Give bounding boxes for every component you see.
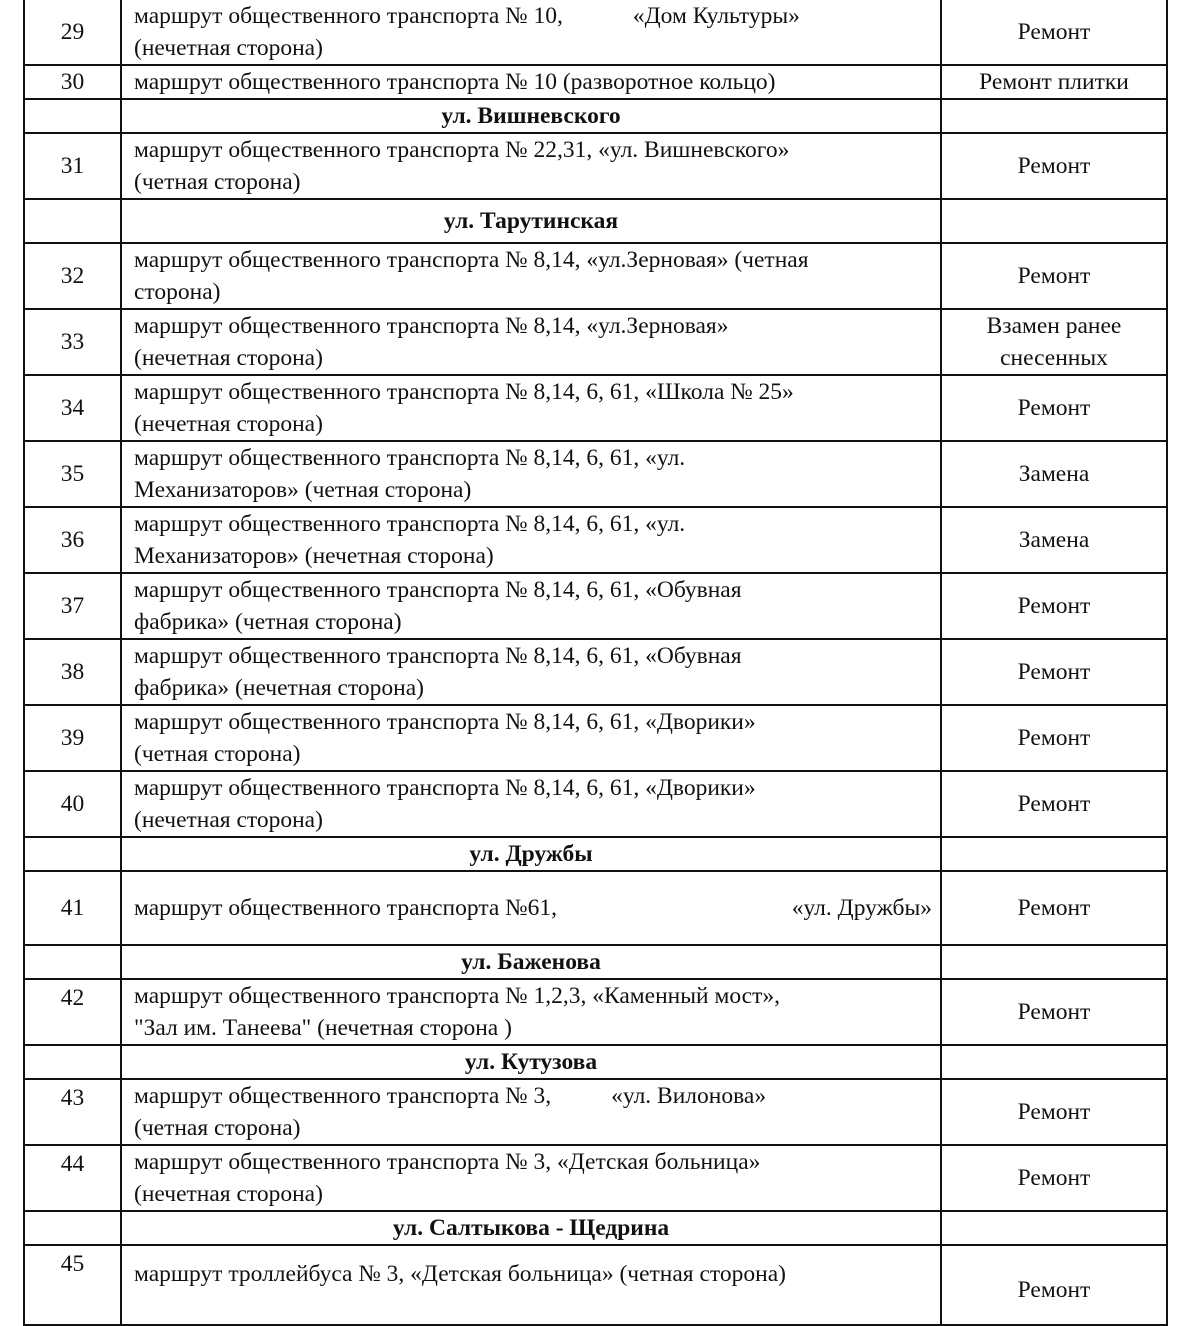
description-line-2: (нечетная сторона) (134, 411, 323, 437)
description-line-1: маршрут общественного транспорта № 8,14, 6, 61, «Дворики» (134, 709, 756, 735)
table-row (24, 979, 1167, 1045)
street-name: ул. Вишневского (121, 99, 941, 133)
route-description (121, 65, 941, 99)
route-numbers: маршрут общественного транспорта №61, (134, 895, 557, 921)
description-line-1 (134, 0, 932, 32)
description-line-1: маршрут общественного транспорта № 8,14, 6, 61, «Обувная (134, 643, 742, 669)
empty-cell (24, 199, 121, 243)
empty-cell (941, 945, 1167, 979)
description-line-2: (четная сторона) (134, 1115, 301, 1141)
route-description (121, 639, 941, 705)
description-line-1: маршрут общественного транспорта № 22,31, «ул. Вишневского» (134, 137, 790, 163)
work-type: Ремонт (941, 871, 1167, 945)
description-line-2: (нечетная сторона) (134, 35, 323, 61)
stop-name: «ул. Вилонова» (611, 1083, 767, 1109)
empty-cell (24, 99, 121, 133)
work-type: Взамен ранее снесенных (941, 309, 1167, 375)
stop-name: «ул. Дружбы» (791, 895, 932, 921)
table-row (24, 573, 1167, 639)
work-type: Ремонт плитки (941, 65, 1167, 99)
row-number: 33 (24, 309, 121, 375)
work-type: Ремонт (941, 1079, 1167, 1145)
table-row (24, 441, 1167, 507)
street-section-row (24, 1045, 1167, 1079)
row-number: 31 (24, 133, 121, 199)
row-number: 35 (24, 441, 121, 507)
street-name: ул. Дружбы (121, 837, 941, 871)
work-type: Ремонт (941, 771, 1167, 837)
description-line-1: маршрут общественного транспорта № 8,14, 6, 61, «ул. (134, 511, 686, 537)
table-row (24, 1245, 1167, 1325)
description-line-1: маршрут общественного транспорта № 8,14, 6, 61, «Дворики» (134, 775, 756, 801)
empty-cell (941, 99, 1167, 133)
row-number: 37 (24, 573, 121, 639)
route-description (121, 133, 941, 199)
route-description (121, 375, 941, 441)
row-number: 40 (24, 771, 121, 837)
work-type: Ремонт (941, 133, 1167, 199)
route-description (121, 871, 941, 945)
description-line-1: маршрут общественного транспорта № 3, «Детская больница» (134, 1149, 761, 1175)
empty-cell (24, 837, 121, 871)
route-description (121, 309, 941, 375)
empty-cell (941, 199, 1167, 243)
route-description (121, 573, 941, 639)
description-line-2: (нечетная сторона) (134, 1181, 323, 1207)
description-line-1: маршрут общественного транспорта № 10 (разворотное кольцо) (134, 69, 776, 95)
description-line-2: (нечетная сторона) (134, 807, 323, 833)
description-line-2: (нечетная сторона) (134, 345, 323, 371)
route-description (121, 243, 941, 309)
row-number: 38 (24, 639, 121, 705)
table-row (24, 507, 1167, 573)
empty-cell (24, 1211, 121, 1245)
street-section-row (24, 1211, 1167, 1245)
empty-cell (941, 837, 1167, 871)
row-number: 39 (24, 705, 121, 771)
description-line-1: маршрут общественного транспорта № 1,2,3, «Каменный мост», (134, 983, 780, 1009)
description-line-1 (134, 1080, 932, 1112)
work-type: Ремонт (941, 1245, 1167, 1325)
row-number: 36 (24, 507, 121, 573)
street-name: ул. Баженова (121, 945, 941, 979)
route-description (121, 441, 941, 507)
table-row (24, 309, 1167, 375)
route-repair-table (23, 0, 1168, 1326)
description-line-1: маршрут общественного транспорта № 8,14, 6, 61, «ул. (134, 445, 686, 471)
table-row (24, 0, 1167, 65)
route-numbers: маршрут общественного транспорта № 10, (134, 3, 563, 29)
empty-cell (24, 945, 121, 979)
row-number: 32 (24, 243, 121, 309)
table-row (24, 65, 1167, 99)
work-type: Ремонт (941, 573, 1167, 639)
table-row (24, 771, 1167, 837)
work-type: Ремонт (941, 639, 1167, 705)
table-row (24, 1079, 1167, 1145)
row-number: 42 (24, 979, 121, 1045)
table-row (24, 639, 1167, 705)
table-body (24, 0, 1167, 1325)
route-description (121, 1145, 941, 1211)
work-type: Ремонт (941, 705, 1167, 771)
description-line-2: сторона) (134, 279, 221, 305)
route-description (121, 0, 941, 65)
row-number: 43 (24, 1079, 121, 1145)
row-number: 41 (24, 871, 121, 945)
row-number: 44 (24, 1145, 121, 1211)
street-name: ул. Кутузова (121, 1045, 941, 1079)
route-description (121, 1245, 941, 1325)
table-row (24, 705, 1167, 771)
description-line-2: маршрут троллейбуса № 3, «Детская больница» (четная сторона) (134, 1261, 786, 1287)
description-line-1: маршрут общественного транспорта № 8,14, «ул.Зерновая» (134, 313, 729, 339)
empty-cell (941, 1045, 1167, 1079)
row-number: 29 (24, 0, 121, 65)
description-line-1: маршрут общественного транспорта № 8,14, «ул.Зерновая» (четная (134, 247, 809, 273)
description-line-2: фабрика» (нечетная сторона) (134, 675, 424, 701)
work-type: Ремонт (941, 1145, 1167, 1211)
table-row (24, 871, 1167, 945)
street-section-row (24, 199, 1167, 243)
stop-name: «Дом Культуры» (632, 3, 800, 29)
description-line-2: (четная сторона) (134, 741, 301, 767)
description-line-2: Механизаторов» (четная сторона) (134, 477, 472, 503)
description-line-2: фабрика» (четная сторона) (134, 609, 402, 635)
route-description (121, 979, 941, 1045)
description-line-1: маршрут общественного транспорта № 8,14, 6, 61, «Обувная (134, 577, 742, 603)
route-description (121, 507, 941, 573)
table-row (24, 243, 1167, 309)
street-section-row (24, 837, 1167, 871)
route-numbers: маршрут общественного транспорта № 3, (134, 1083, 552, 1109)
description-line-2: Механизаторов» (нечетная сторона) (134, 543, 494, 569)
table-row (24, 375, 1167, 441)
description-line-2: "Зал им. Танеева" (нечетная сторона ) (134, 1015, 512, 1041)
empty-cell (941, 1211, 1167, 1245)
row-number: 34 (24, 375, 121, 441)
street-name: ул. Салтыкова - Щедрина (121, 1211, 941, 1245)
description-line-1 (134, 892, 932, 924)
row-number: 45 (24, 1245, 121, 1325)
table-row (24, 133, 1167, 199)
route-description (121, 1079, 941, 1145)
work-type: Замена (941, 507, 1167, 573)
street-section-row (24, 99, 1167, 133)
description-line-2: (четная сторона) (134, 169, 301, 195)
work-type: Замена (941, 441, 1167, 507)
street-section-row (24, 945, 1167, 979)
work-type: Ремонт (941, 243, 1167, 309)
work-type: Ремонт (941, 979, 1167, 1045)
empty-cell (24, 1045, 121, 1079)
street-name: ул. Тарутинская (121, 199, 941, 243)
work-type: Ремонт (941, 375, 1167, 441)
description-line-1: маршрут общественного транспорта № 8,14, 6, 61, «Школа № 25» (134, 379, 794, 405)
table-row (24, 1145, 1167, 1211)
route-description (121, 771, 941, 837)
work-type: Ремонт (941, 0, 1167, 65)
route-description (121, 705, 941, 771)
row-number: 30 (24, 65, 121, 99)
